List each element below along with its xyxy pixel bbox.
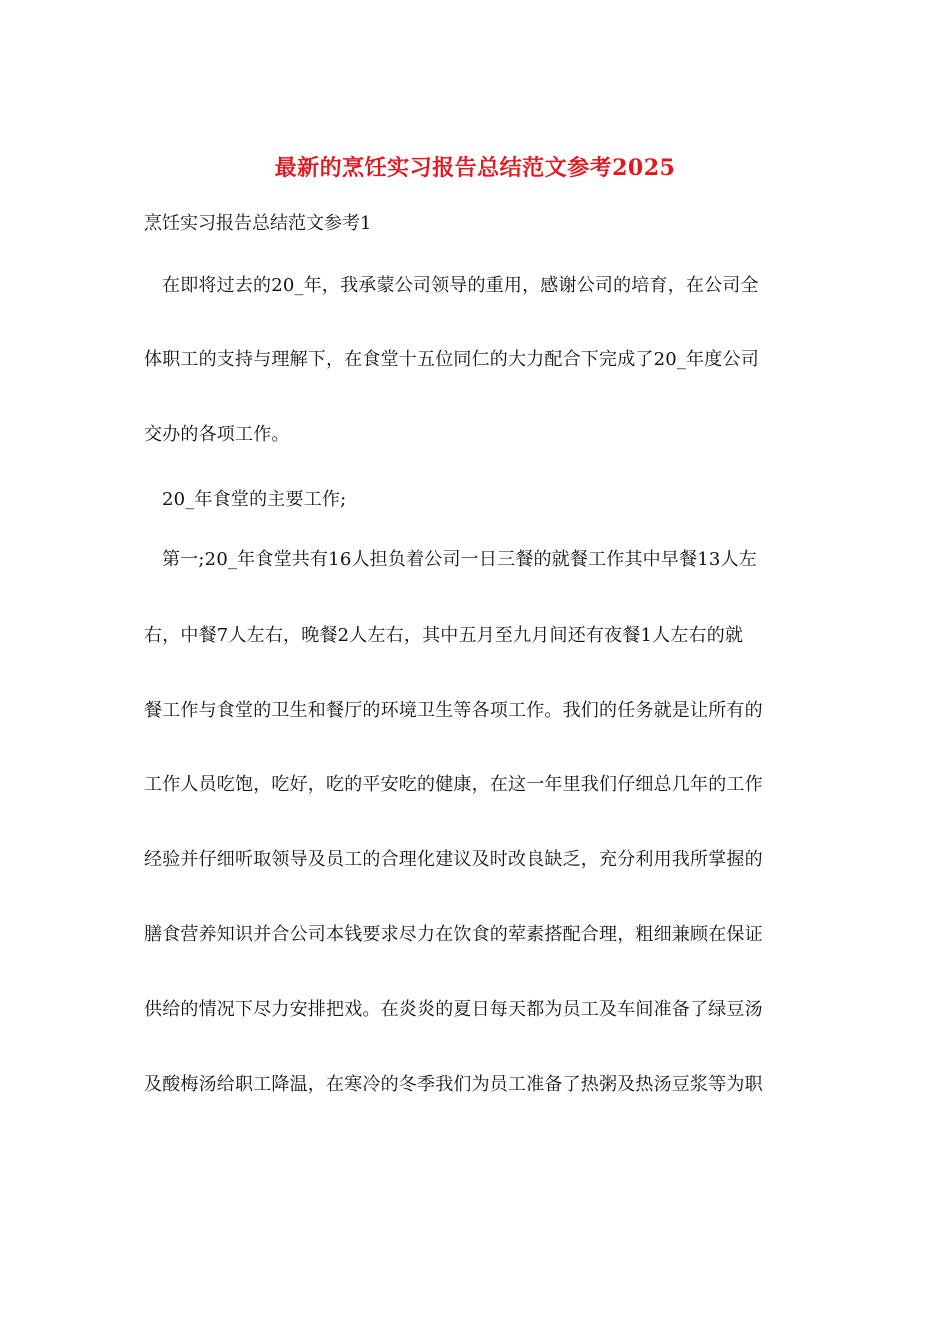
paragraph-line: 供给的情况下尽力安排把戏。在炎炎的夏日每天都为员工及车间准备了绿豆汤	[144, 999, 763, 1020]
paragraph-line: 膳食营养知识并合公司本钱要求尽力在饮食的荤素搭配合理，粗细兼顾在保证	[144, 924, 763, 945]
paragraph-line: 交办的各项工作。	[144, 424, 290, 445]
paragraph-line: 20_年食堂的主要工作;	[162, 489, 347, 510]
document-title: 最新的烹饪实习报告总结范文参考2025	[274, 155, 676, 181]
paragraph-line: 体职工的支持与理解下，在食堂十五位同仁的大力配合下完成了20_年度公司	[144, 349, 759, 370]
paragraph-line: 右，中餐7人左右，晚餐2人左右，其中五月至九月间还有夜餐1人左右的就	[144, 625, 744, 646]
paragraph-line: 第一;20_年食堂共有16人担负着公司一日三餐的就餐工作其中早餐13人左	[162, 549, 757, 570]
paragraph-line: 及酸梅汤给职工降温，在寒冷的冬季我们为员工准备了热粥及热汤豆浆等为职	[144, 1074, 763, 1095]
paragraph-line: 在即将过去的20_年，我承蒙公司领导的重用，感谢公司的培育，在公司全	[162, 275, 759, 296]
paragraph-line: 经验并仔细听取领导及员工的合理化建议及时改良缺乏，充分利用我所掌握的	[144, 849, 763, 870]
paragraph-line: 工作人员吃饱，吃好，吃的平安吃的健康，在这一年里我们仔细总几年的工作	[144, 774, 763, 795]
paragraph-line: 餐工作与食堂的卫生和餐厅的环境卫生等各项工作。我们的任务就是让所有的	[144, 700, 763, 721]
section-heading: 烹饪实习报告总结范文参考1	[144, 213, 372, 234]
